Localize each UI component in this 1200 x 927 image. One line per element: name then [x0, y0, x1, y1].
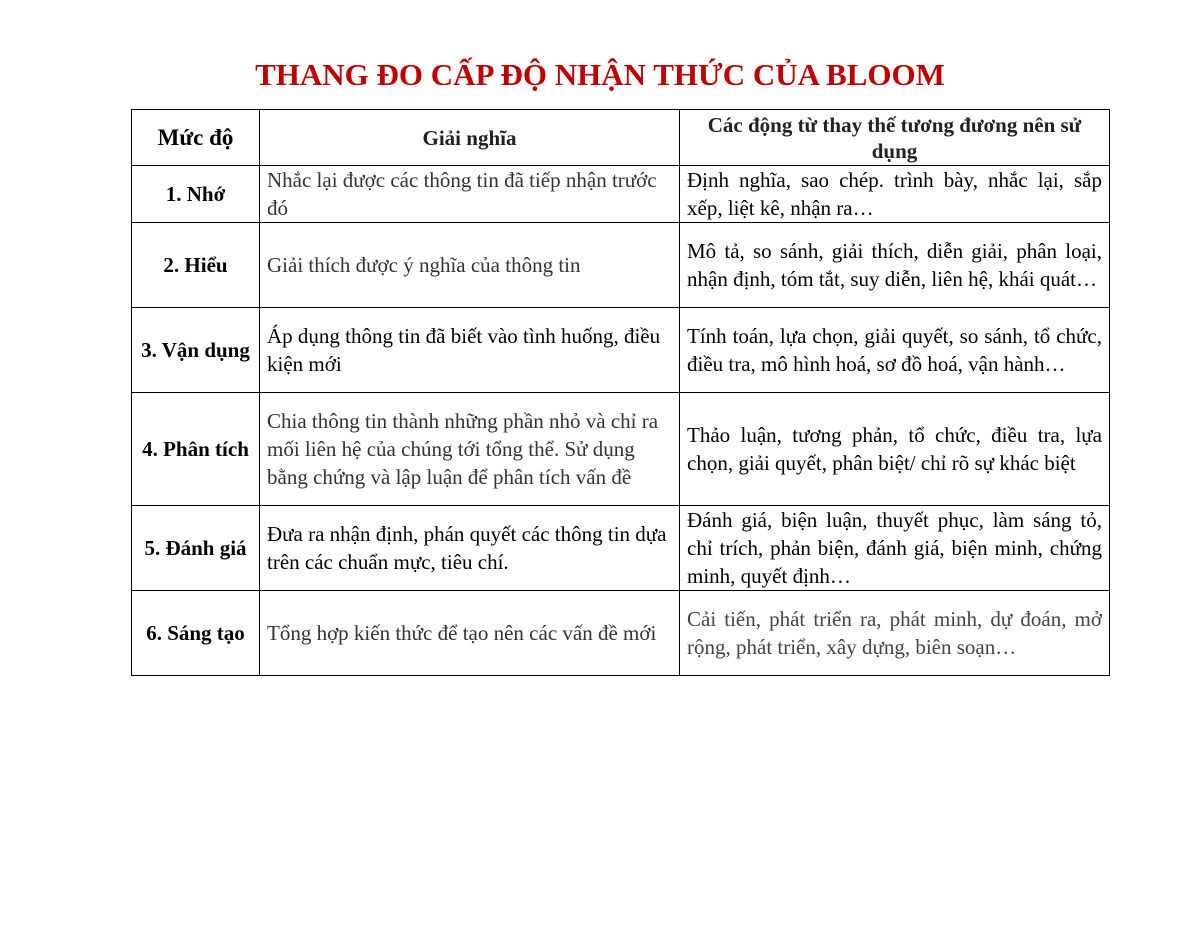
level-cell: 6. Sáng tạo [132, 591, 260, 676]
verbs-cell: Đánh giá, biện luận, thuyết phục, làm sáng tỏ, chỉ trích, phản biện, đánh giá, biện minh, chứng minh, quyết định… [680, 506, 1110, 591]
level-cell: 4. Phân tích [132, 393, 260, 506]
level-cell: 3. Vận dụng [132, 308, 260, 393]
verbs-cell: Cải tiến, phát triển ra, phát minh, dự đoán, mở rộng, phát triển, xây dựng, biên soạn… [680, 591, 1110, 676]
table-row [132, 393, 1110, 506]
verbs-cell: Thảo luận, tương phản, tổ chức, điều tra, lựa chọn, giải quyết, phân biệt/ chỉ rõ sự khác biệt [680, 393, 1110, 506]
bloom-taxonomy-table [131, 109, 1110, 676]
table-header-row [132, 110, 1110, 166]
page-title: THANG ĐO CẤP ĐỘ NHẬN THỨC CỦA BLOOM [255, 57, 945, 92]
header-verbs: Các động từ thay thế tương đương nên sử dụng [680, 110, 1110, 166]
table-row [132, 166, 1110, 223]
meaning-cell: Tổng hợp kiến thức để tạo nên các vấn đề mới [260, 591, 680, 676]
meaning-cell: Đưa ra nhận định, phán quyết các thông tin dựa trên các chuẩn mực, tiêu chí. [260, 506, 680, 591]
header-meaning: Giải nghĩa [260, 110, 680, 166]
meaning-cell: Nhắc lại được các thông tin đã tiếp nhận trước đó [260, 166, 680, 223]
table-row [132, 506, 1110, 591]
table-row [132, 308, 1110, 393]
meaning-cell: Áp dụng thông tin đã biết vào tình huống, điều kiện mới [260, 308, 680, 393]
table-row [132, 591, 1110, 676]
header-level: Mức độ [132, 110, 260, 166]
meaning-cell: Giải thích được ý nghĩa của thông tin [260, 223, 680, 308]
table-row [132, 223, 1110, 308]
level-cell: 5. Đánh giá [132, 506, 260, 591]
level-cell: 2. Hiểu [132, 223, 260, 308]
verbs-cell: Mô tả, so sánh, giải thích, diễn giải, phân loại, nhận định, tóm tắt, suy diễn, liên hệ, khái quát… [680, 223, 1110, 308]
meaning-cell: Chia thông tin thành những phần nhỏ và chỉ ra mối liên hệ của chúng tới tổng thể. Sử dụng bằng chứng và lập luận để phân tích vấn đề [260, 393, 680, 506]
verbs-cell: Định nghĩa, sao chép. trình bày, nhắc lại, sắp xếp, liệt kê, nhận ra… [680, 166, 1110, 223]
level-cell: 1. Nhớ [132, 166, 260, 223]
verbs-cell: Tính toán, lựa chọn, giải quyết, so sánh, tổ chức, điều tra, mô hình hoá, sơ đồ hoá, vận hành… [680, 308, 1110, 393]
